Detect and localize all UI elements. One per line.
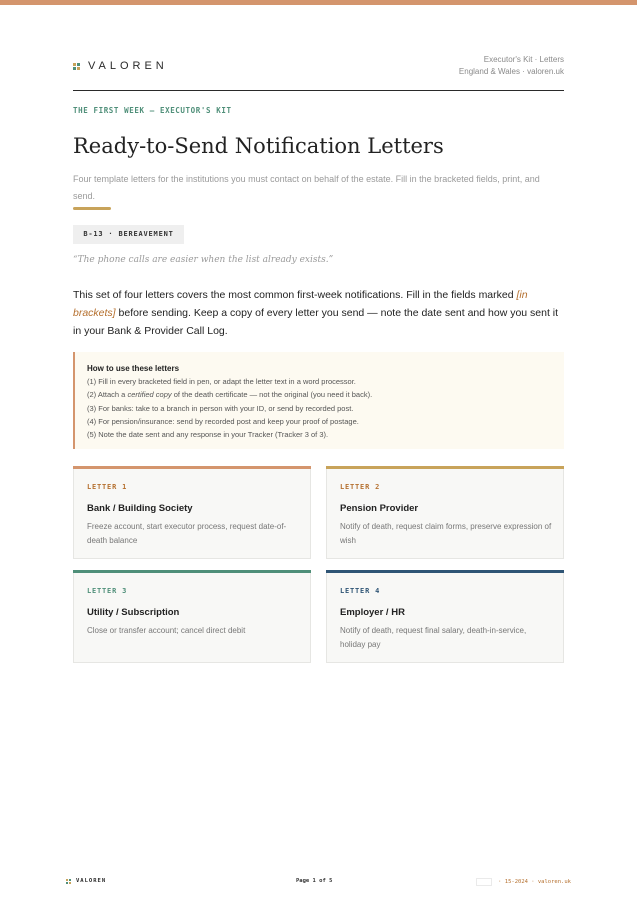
letter-card-title: Bank / Building Society [87, 503, 193, 514]
letter-card-title: Pension Provider [340, 503, 419, 514]
footer-logo [66, 878, 106, 884]
intro-highlight: [in brackets] [73, 289, 528, 319]
page-number: Page 1 of 5 [296, 878, 333, 884]
letter-card-description: Notify of death, request final salary, death-in-service, holiday pay [340, 626, 527, 649]
header-meta [459, 54, 564, 78]
page-subtitle: Four template letters for the institutions you must contact on behalf of the estate. Fill in the bracketed fields, print, and send. [73, 174, 540, 201]
letter-card-label: LETTER 3 [87, 587, 128, 595]
footer-brand-name: VALOREN [76, 878, 107, 884]
callout-step-1: (1) Fill in every bracketed field in pen, or adapt the letter text in a word processor. [87, 377, 356, 386]
header-meta-line2: England & Wales · valoren.uk [458, 67, 564, 76]
section-eyebrow: THE FIRST WEEK — EXECUTOR'S KIT [73, 106, 232, 115]
callout-step-2-after: of the death certificate — not the original (you need it back). [171, 390, 373, 400]
footer-brand-mark-icon [66, 879, 71, 884]
letter-card-bank[interactable] [73, 466, 311, 559]
intro-text-1: This set of four letters covers the most common first-week notifications. Fill in the fields marked [73, 289, 517, 301]
header-meta-line1: Executor's Kit · Letters [483, 55, 564, 64]
letter-card-accent [73, 570, 311, 573]
accent-rule [73, 207, 111, 210]
document-tag: B-13 · BEREAVEMENT [73, 225, 184, 244]
letter-card-accent [326, 570, 564, 573]
letter-card-description: Freeze account, start executor process, request date-of-death balance [87, 522, 287, 545]
brand-logo [73, 60, 168, 72]
letter-card-label: LETTER 1 [87, 483, 128, 491]
brand-name: VALOREN [88, 60, 168, 72]
top-accent-bar [0, 0, 637, 5]
footer-meta-text: · 15-2024 · valoren.uk [498, 879, 571, 885]
letter-card-pension[interactable] [326, 466, 564, 559]
callout-step-4: (4) For pension/insurance: send by recorded post and keep your proof of postage. [87, 416, 359, 426]
pull-quote: “The phone calls are easier when the list already exists.” [73, 255, 334, 265]
intro-text-2: before sending. Keep a copy of every letter you send — note the date sent and how you sent it in your Bank & Provider Call Log. [73, 307, 559, 337]
callout-step-2-before: (2) Attach a [87, 390, 128, 400]
callout-step-2 [87, 388, 552, 401]
letter-card-employer[interactable] [326, 570, 564, 663]
footer-meta [476, 878, 571, 886]
page-header [73, 54, 564, 91]
callout-step-2-emphasis: certified copy [127, 390, 172, 400]
brand-mark-icon [73, 63, 80, 70]
letter-card-accent [326, 466, 564, 469]
letter-card-accent [73, 466, 311, 469]
footer-box-icon [476, 878, 492, 886]
callout-title: How to use these letters [87, 364, 180, 373]
letter-card-description: Close or transfer account; cancel direct debit [87, 626, 246, 635]
intro-paragraph [73, 286, 564, 340]
letter-card-utility[interactable] [73, 570, 311, 663]
letter-card-description: Notify of death, request claim forms, preserve expression of wish [340, 522, 552, 545]
letter-card-label: LETTER 2 [340, 483, 381, 491]
letter-card-label: LETTER 4 [340, 587, 381, 595]
page-footer [66, 878, 571, 888]
callout-step-3: (3) For banks: take to a branch in person with your ID, or send by recorded post. [87, 403, 354, 413]
letter-card-title: Utility / Subscription [87, 607, 180, 618]
instructions-callout [73, 352, 564, 449]
callout-step-5: (5) Note the date sent and any response in your Tracker (Tracker 3 of 3). [87, 430, 329, 440]
page-title: Ready-to-Send Notification Letters [73, 134, 444, 158]
letter-card-title: Employer / HR [340, 607, 405, 618]
